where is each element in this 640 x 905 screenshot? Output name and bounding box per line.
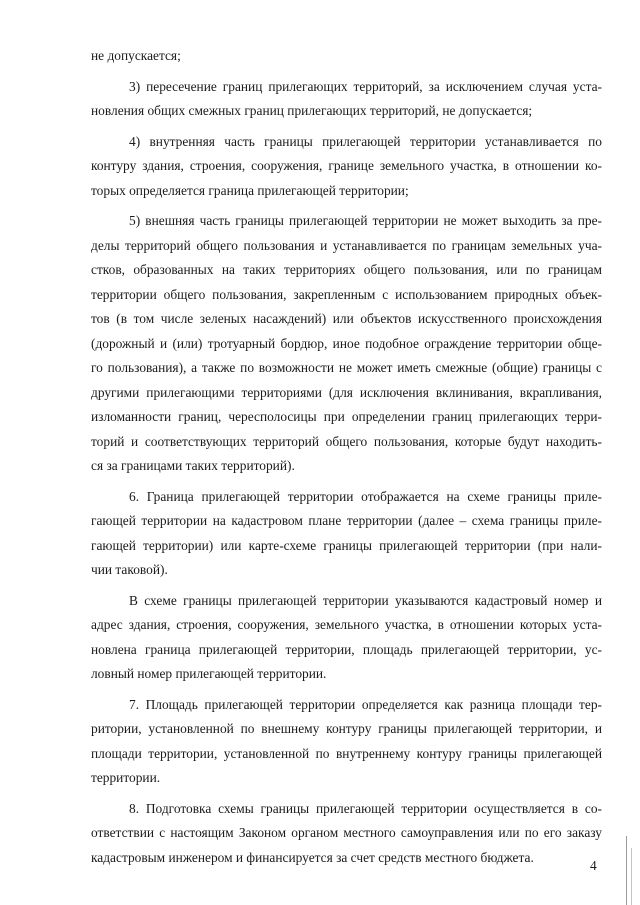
text-line: 3) пересечение границ прилегающих территорий, за исключением случая уста- bbox=[129, 78, 602, 94]
text-line: 5) внешняя часть границы прилегающей территории не может выходить за пре- bbox=[129, 213, 602, 228]
text-line: 4) внутренняя часть границы прилегающей территории устанавливается по bbox=[129, 133, 602, 149]
text-line: территории. bbox=[91, 770, 161, 785]
text-line: изломанности границ, чересполосицы при определении границ прилегающих терри- bbox=[91, 409, 602, 424]
text-line: территории общего пользования, закрепленным с использованием природных объек- bbox=[91, 286, 602, 302]
text-line: ответствии с настоящим Законом органом местного самоуправления или по его заказу bbox=[91, 825, 602, 840]
text-line: В схеме границы прилегающей территории указываются кадастровый номер и bbox=[129, 592, 602, 608]
text-line: гающей территории на кадастровом плане территории (далее – схема границы приле- bbox=[91, 513, 602, 528]
text-line: го пользования), а также по возможности не может иметь смежные (общие) границы с bbox=[91, 360, 602, 375]
text-line: чии таковой). bbox=[91, 562, 168, 577]
text-line: стков, образованных на таких территориях общего пользования, или по границам bbox=[91, 262, 602, 277]
page-number: 4 bbox=[590, 858, 597, 873]
paragraph bbox=[91, 589, 602, 687]
paragraph bbox=[91, 209, 602, 479]
text-line: 6. Граница прилегающей территории отображается на схеме границы приле- bbox=[129, 488, 602, 504]
paragraph bbox=[91, 485, 602, 583]
text-line: новлена граница прилегающей территории, площадь прилегающей территории, ус- bbox=[91, 641, 602, 657]
text-line: ритории, установленной по внешнему контуру границы прилегающей территории, и bbox=[91, 721, 602, 736]
text-line: (дорожный и (или) тротуарный бордюр, иное подобное ограждение территории обще- bbox=[91, 335, 602, 351]
text-line: новления общих смежных границ прилегающих территорий, не допускается; bbox=[91, 103, 533, 118]
text-line: адрес здания, строения, сооружения, земельного участка, в отношении которых уста- bbox=[91, 617, 602, 632]
paragraph bbox=[91, 797, 602, 871]
text-line: ловный номер прилегающей территории. bbox=[91, 666, 327, 681]
paragraph bbox=[91, 75, 602, 124]
text-line: торий и соответствующих территорий общего пользования, которые будут находить- bbox=[91, 433, 602, 449]
text-line: ся за границами таких территорий). bbox=[91, 458, 295, 473]
text-line: торых определяется граница прилегающей территории; bbox=[91, 182, 409, 198]
text-line: не допускается; bbox=[91, 48, 181, 63]
paragraph bbox=[91, 130, 602, 204]
scan-margin-mark bbox=[626, 836, 627, 905]
text-line: делы территорий общего пользования и устанавливается по границам земельных уча- bbox=[91, 237, 602, 253]
paragraph bbox=[91, 44, 602, 69]
text-line: 8. Подготовка схемы границы прилегающей территории осуществляется в со- bbox=[129, 800, 602, 816]
text-line: тов (в том числе зеленых насаждений) или объектов искусственного происхождения bbox=[91, 311, 602, 326]
text-line: контуру здания, строения, сооружения, границе земельного участка, в отношении ко- bbox=[91, 158, 602, 173]
text-line: гающей территории) или карте-схеме границы прилегающей территории (при нали- bbox=[91, 537, 602, 553]
text-line: другими прилегающими территориями (для исключения вклинивания, вкрапливания, bbox=[91, 384, 602, 400]
text-line: кадастровым инженером и финансируется за счет средств местного бюджета. bbox=[91, 849, 534, 865]
text-line: площади территории, установленной по внутреннему контуру границы прилегающей bbox=[91, 745, 602, 761]
scan-margin-mark bbox=[631, 848, 632, 905]
paragraph bbox=[91, 693, 602, 791]
document-body bbox=[91, 44, 602, 870]
text-line: 7. Площадь прилегающей территории определяется как разница площади тер- bbox=[129, 696, 602, 712]
